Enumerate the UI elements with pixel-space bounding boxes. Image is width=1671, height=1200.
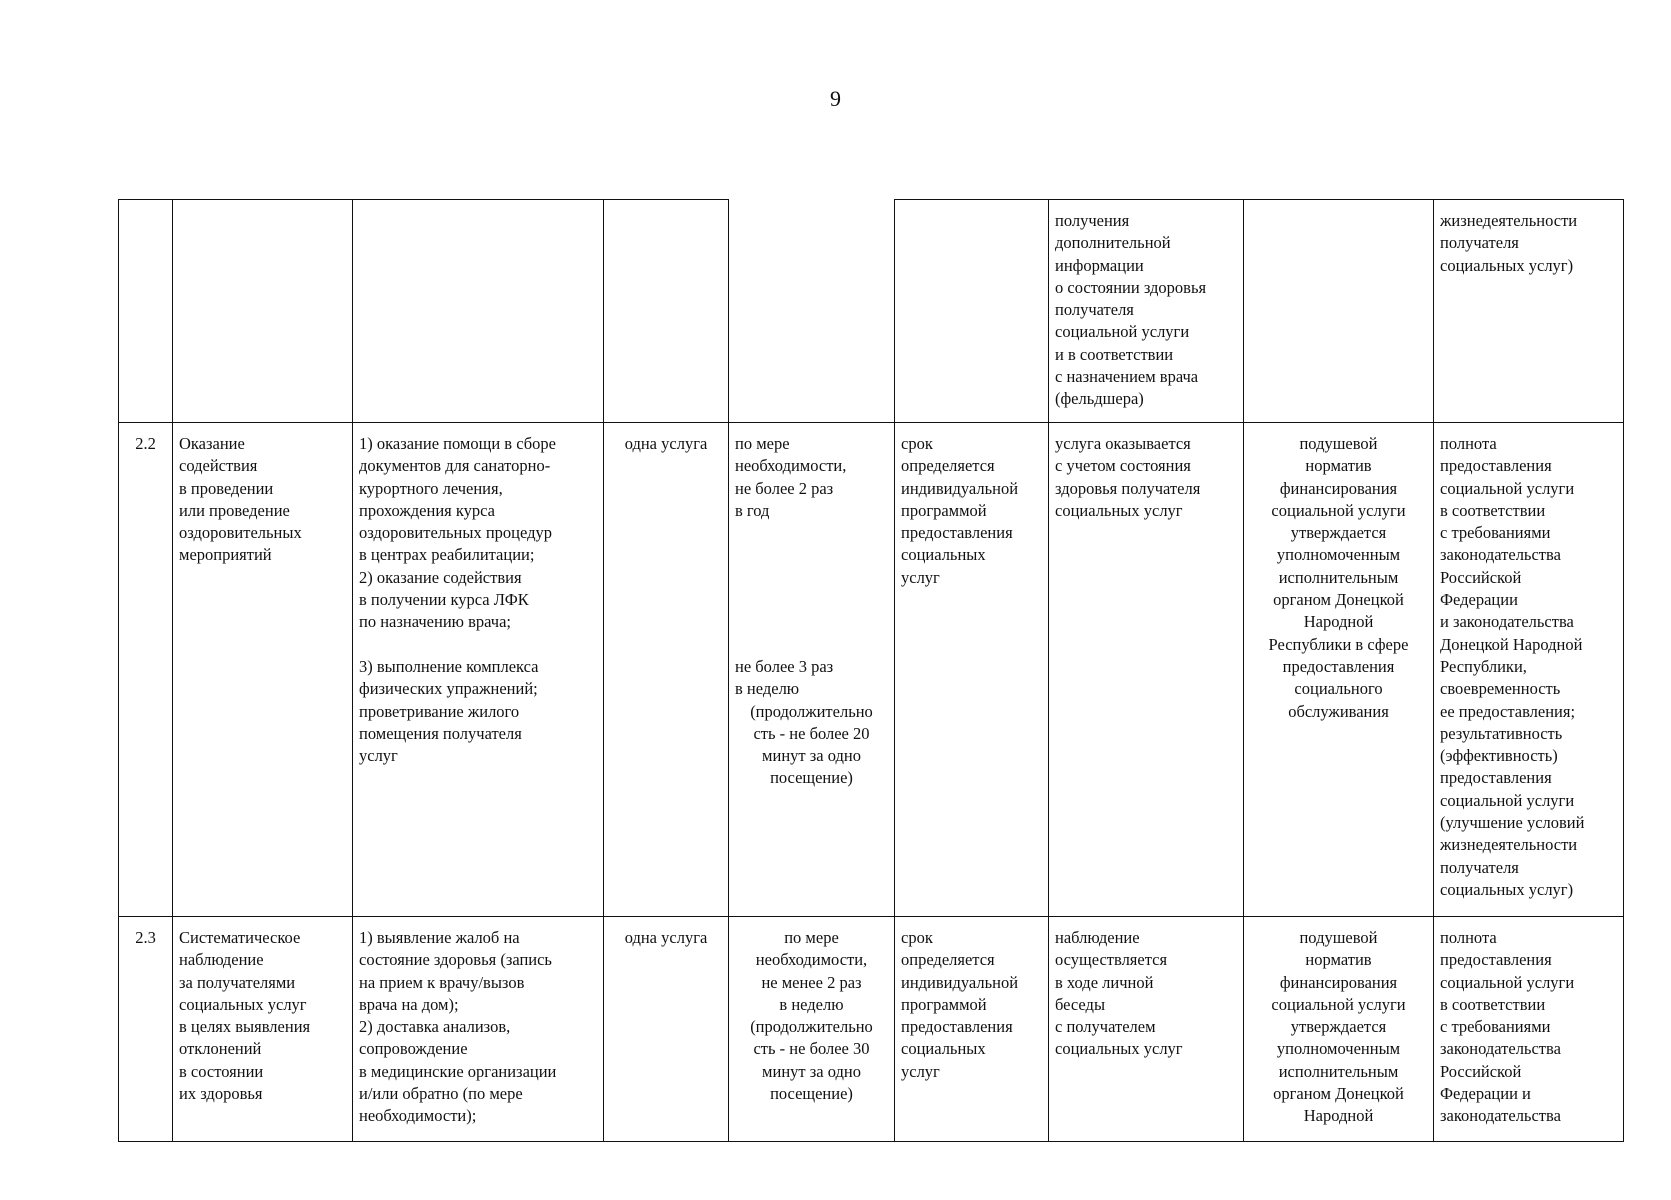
cell-conditions: наблюдение осуществляется в ходе личной беседы с получателем социальных услуг [1049, 917, 1244, 1142]
cell-conditions: получения дополнительной информации о состоянии здоровья получателя социальной услуги и в соответствии с назначением врача (фельдшера) [1049, 200, 1244, 423]
cell-number: 2.3 [119, 917, 173, 1142]
cell-volume: одна услуга [604, 917, 729, 1142]
cell-frequency: по мере необходимости, не менее 2 раз в неделю (продолжительно сть - не более 30 минут за одно посещение) [729, 917, 895, 1142]
cell-term [895, 200, 1049, 423]
page-number: 9 [830, 86, 841, 111]
cell-volume [604, 200, 729, 423]
table-row [119, 917, 1624, 1142]
cell-frequency [729, 423, 895, 917]
cell-term: срок определяется индивидуальной программой предоставления социальных услуг [895, 423, 1049, 917]
cell-quality: полнота предоставления социальной услуги в соответствии с требованиями законодательства Российской Федерации и законодательства [1434, 917, 1624, 1142]
cell-service-name: Систематическое наблюдение за получателями социальных услуг в целях выявления отклонений в состоянии их здоровья [173, 917, 353, 1142]
cell-service-content [353, 200, 604, 423]
cell-service-name: Оказание содействия в проведении или проведение оздоровительных мероприятий [173, 423, 353, 917]
cell-number: 2.2 [119, 423, 173, 917]
cell-number [119, 200, 173, 423]
cell-service-content: 1) выявление жалоб на состояние здоровья (запись на прием к врачу/вызов врача на дом); 2) доставка анализов, сопровождение в медицинские организации и/или обратно (по мере необходимости); [353, 917, 604, 1142]
services-table [118, 199, 1624, 1142]
cell-service-content: 1) оказание помощи в сборе документов для санаторно- курортного лечения, прохождения курса оздоровительных процедур в центрах реабилитации; 2) оказание содействия в получении курса ЛФК по назначению врача; 3) выполнение комплекса физических упражнений; проветривание жилого помещения получателя услуг [353, 423, 604, 917]
frequency-text: по мере необходимости, не более 2 раз в год не более 3 раз в неделю [735, 434, 847, 699]
cell-quality: жизнедеятельности получателя социальных услуг) [1434, 200, 1624, 423]
duration-text: (продолжительно сть - не более 20 минут за одно посещение) [750, 701, 873, 788]
cell-conditions: услуга оказывается с учетом состояния здоровья получателя социальных услуг [1049, 423, 1244, 917]
cell-service-name [173, 200, 353, 423]
cell-term: срок определяется индивидуальной программой предоставления социальных услуг [895, 917, 1049, 1142]
cell-financing: подушевой норматив финансирования социальной услуги утверждается уполномоченным исполнительным органом Донецкой Народной [1244, 917, 1434, 1142]
cell-financing: подушевой норматив финансирования социальной услуги утверждается уполномоченным исполнительным органом Донецкой Народной Республики в сфере предоставления социального обслуживания [1244, 423, 1434, 917]
cell-frequency [729, 200, 895, 423]
cell-financing [1244, 200, 1434, 423]
cell-volume: одна услуга [604, 423, 729, 917]
cell-quality: полнота предоставления социальной услуги в соответствии с требованиями законодательства Российской Федерации и законодательства Донецкой Народной Республики, своевременность ее предоставления; результативность (эффективность) предоставления социальной услуги (улучшение условий жизнедеятельности получателя социальных услуг) [1434, 423, 1624, 917]
table-row [119, 200, 1624, 423]
table-row [119, 423, 1624, 917]
